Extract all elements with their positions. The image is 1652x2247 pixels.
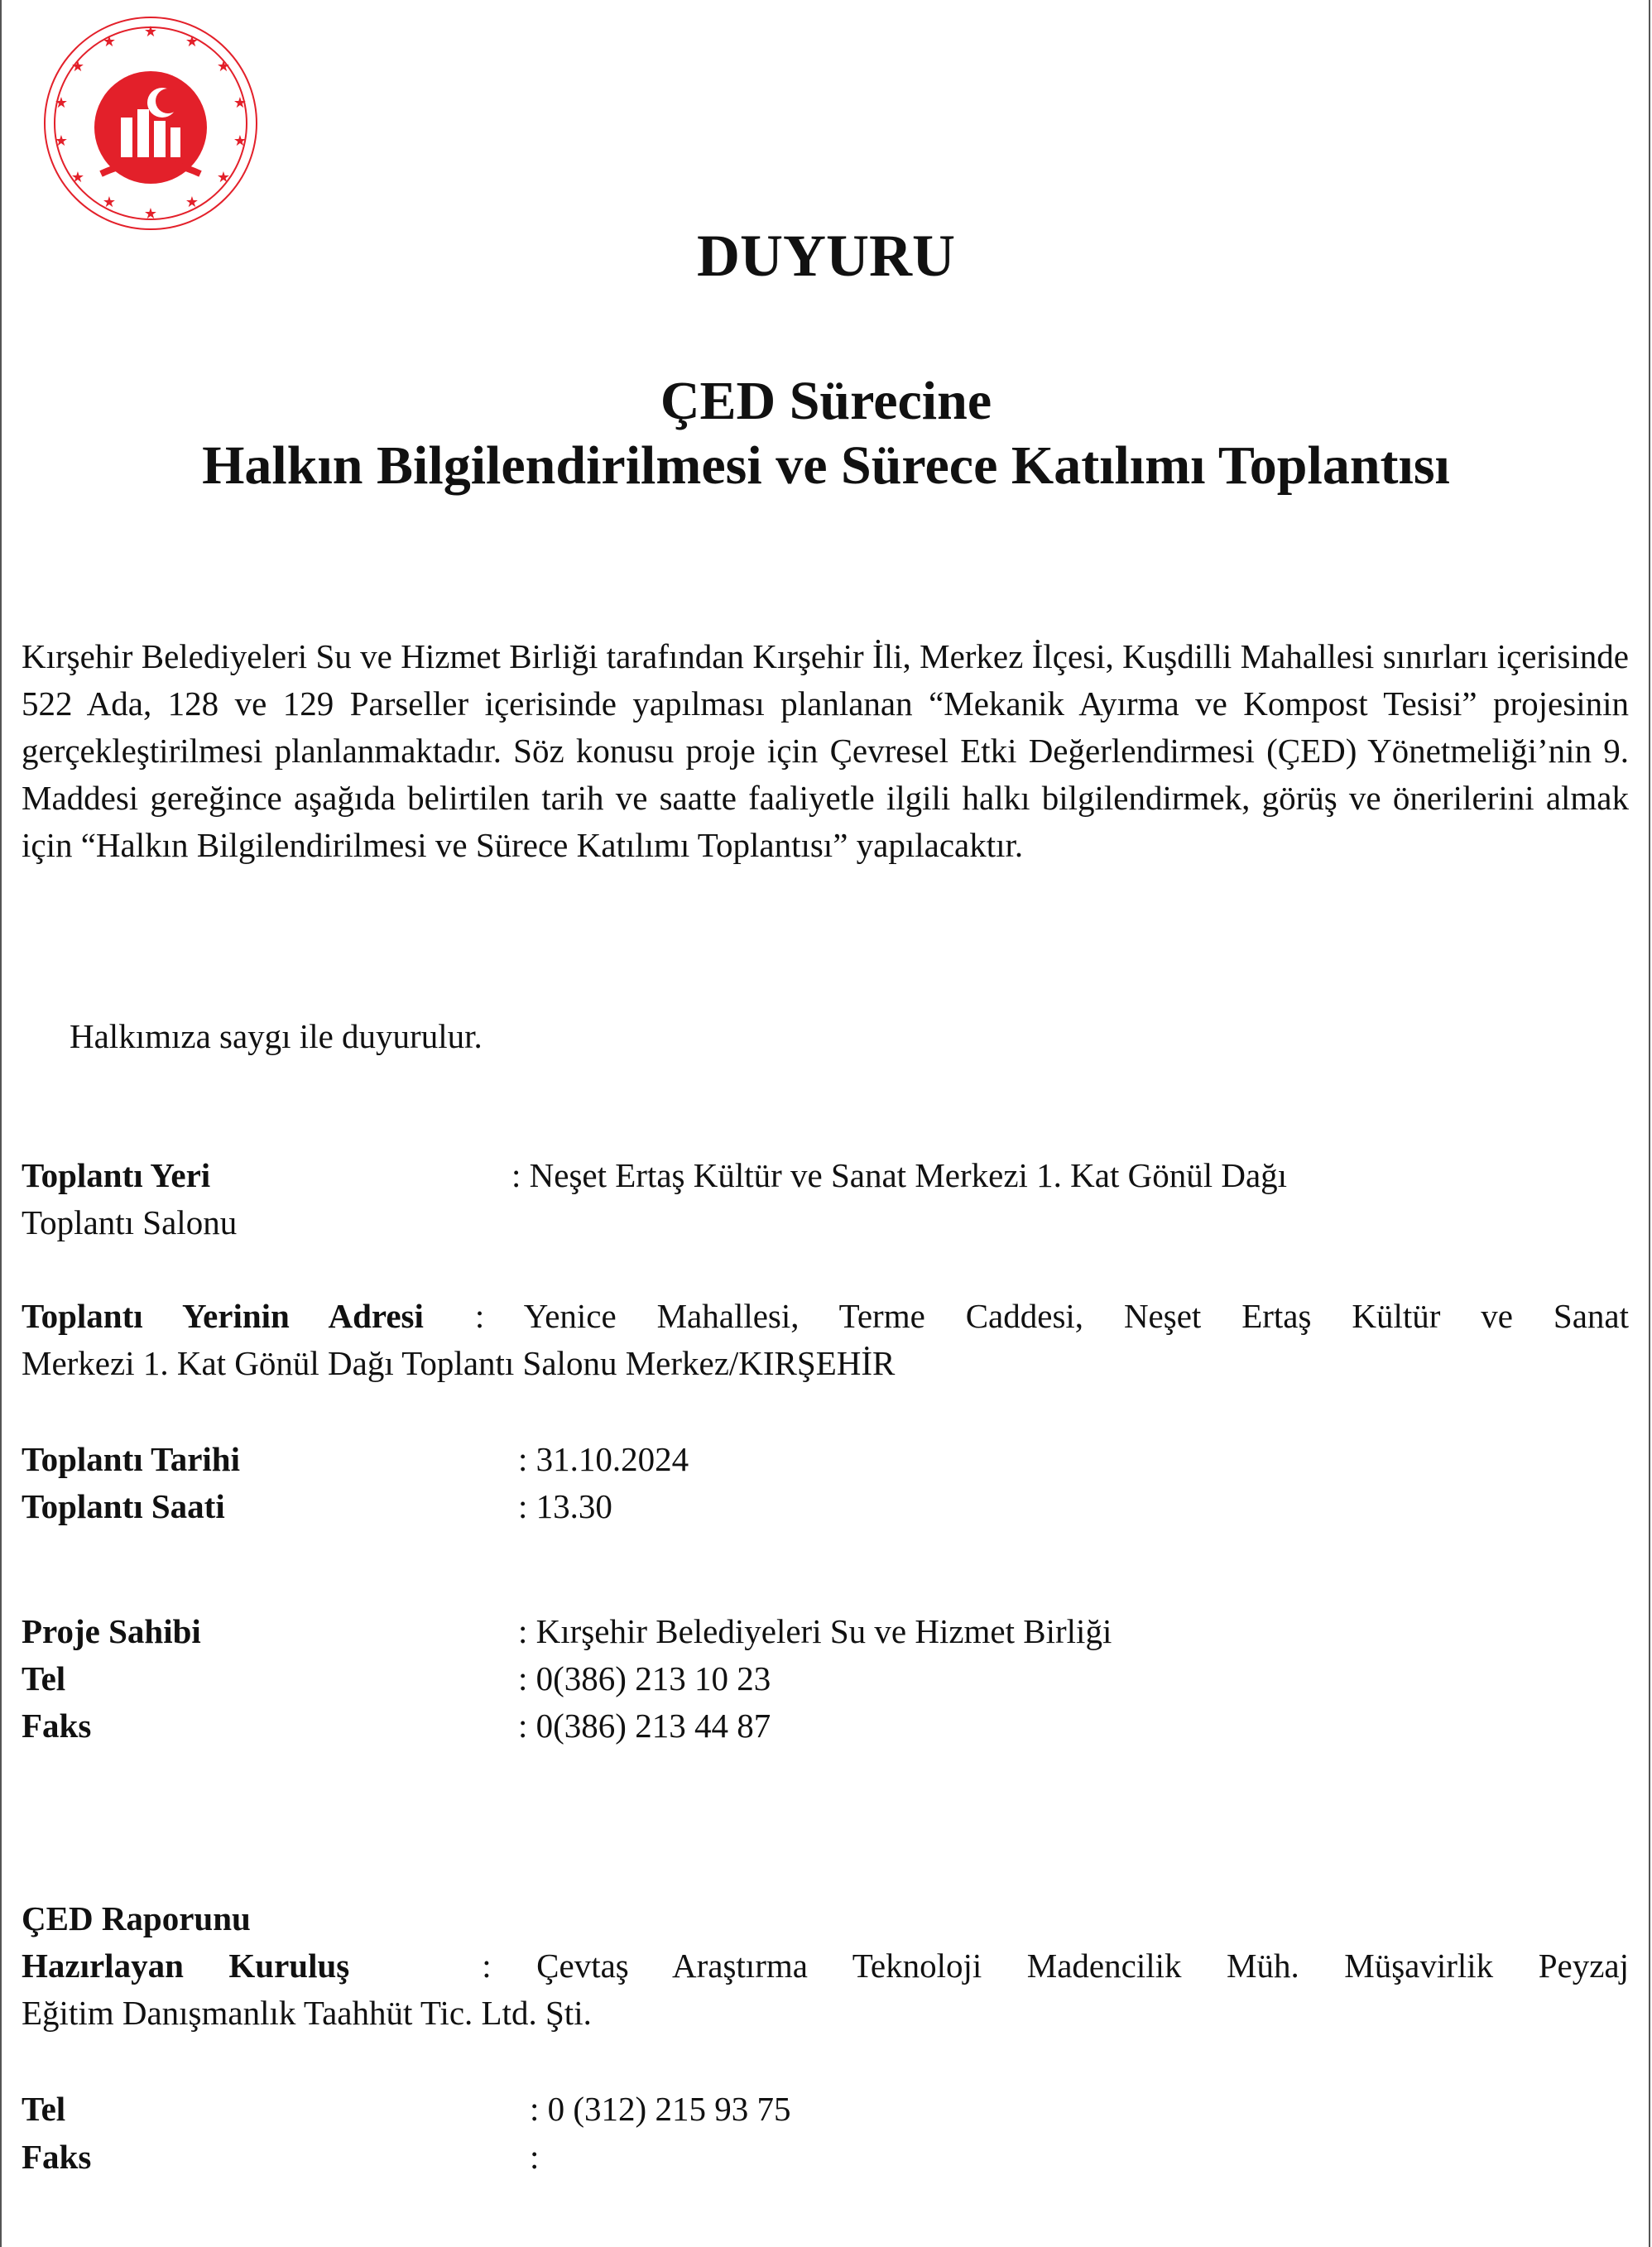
preparer-value-cont: Eğitim Danışmanlık Taahhüt Tic. Ltd. Şti. [22, 1994, 592, 2032]
svg-text:★: ★ [185, 194, 199, 211]
preparer-tel-label: Tel [22, 2090, 66, 2128]
preparer-fax-value: : [530, 2138, 540, 2176]
ministry-emblem-logo [15, 12, 286, 235]
svg-text:★: ★ [185, 33, 199, 50]
meeting-date-label: Toplantı Tarihi [22, 1440, 240, 1478]
meeting-place-label: Toplantı Yeri [22, 1156, 211, 1194]
preparer-tel-value: : 0 (312) 215 93 75 [530, 2090, 791, 2128]
svg-text:★: ★ [102, 33, 117, 50]
svg-text:★: ★ [143, 23, 158, 41]
preparer-line [22, 1942, 1629, 1990]
owner-tel-label: Tel [22, 1659, 66, 1697]
announcement-body: Kırşehir Belediyeleri Su ve Hizmet Birliği tarafından Kırşehir İli, Merkez İlçesi, Kuşdilli Mahallesi sınırları içerisinde 522 Ada, 128 ve 129 Parseller içerisinde yapılması planlanan “Mekanik Ayırma ve Kompost Tesisi” projesinin gerçekleştirilmesi planlanmaktadır. Söz konusu proje için Çevresel Etki Değerlendirmesi (ÇED) Yönetmeliği’nin 9. Maddesi gereğince aşağıda belirtilen tarih ve saatte faaliyetle ilgili halkı bilgilendirmek, görüş ve önerilerini almak için “Halkın Bilgilendirilmesi ve Sürece Katılımı Toplantısı” yapılacaktır. [22, 637, 1629, 864]
preparer-label-line-2: Hazırlayan Kuruluş [22, 1947, 350, 1985]
meeting-datetime [22, 1436, 1629, 1535]
svg-text:★: ★ [54, 94, 69, 112]
preparer-value: : Çevtaş Araştırma Teknoloji Madencilik Müh. Müşavirlik Peyzaj [482, 1947, 1629, 1985]
subtitle-line-1: ÇED Sürecine [660, 371, 992, 431]
project-owner-label: Proje Sahibi [22, 1612, 201, 1650]
meeting-place-value-cont: Toplantı Salonu [22, 1203, 238, 1241]
announcement-subtitle [0, 369, 1652, 498]
svg-text:★: ★ [54, 132, 69, 150]
owner-tel-value: : 0(386) 213 10 23 [518, 1659, 771, 1697]
meeting-address-line-2: Merkezi 1. Kat Gönül Dağı Toplantı Salonu Merkez/KIRŞEHİR [22, 1344, 896, 1382]
svg-text:★: ★ [216, 169, 231, 186]
preparer-fax-label: Faks [22, 2138, 92, 2176]
greeting: Halkımıza saygı ile duyurulur. [70, 1017, 483, 1055]
meeting-time-value: : 13.30 [518, 1487, 612, 1525]
meeting-place-value: : Neşet Ertaş Kültür ve Sanat Merkezi 1. Kat Gönül Dağı [511, 1156, 1288, 1194]
meeting-address-row [22, 1293, 1629, 1392]
project-owner-block [22, 1608, 1629, 1757]
preparer-label-line-1: ÇED Raporunu [22, 1899, 251, 1937]
owner-fax-value: : 0(386) 213 44 87 [518, 1707, 771, 1745]
meeting-place-row [22, 1152, 1629, 1251]
report-preparer-block [22, 1895, 1629, 2044]
svg-text:★: ★ [102, 194, 117, 211]
svg-text:★: ★ [216, 58, 231, 75]
meeting-address-line-1: Toplantı Yerinin Adresi : Yenice Mahallesi, Terme Caddesi, Neşet Ertaş Kültür ve Sanat [22, 1297, 1629, 1335]
svg-text:★: ★ [70, 169, 85, 186]
svg-text:★: ★ [233, 94, 247, 112]
svg-text:★: ★ [233, 132, 247, 150]
meeting-time-label: Toplantı Saati [22, 1487, 225, 1525]
meeting-date-value: : 31.10.2024 [518, 1440, 689, 1478]
svg-text:★: ★ [143, 205, 158, 223]
project-owner-value: : Kırşehir Belediyeleri Su ve Hizmet Birliği [518, 1612, 1112, 1650]
subtitle-line-2: Halkın Bilgilendirilmesi ve Sürece Katılımı Toplantısı [202, 435, 1450, 496]
owner-fax-label: Faks [22, 1707, 92, 1745]
preparer-contact-block [22, 2086, 1629, 2185]
announcement-title: DUYURU [697, 223, 955, 289]
svg-text:★: ★ [70, 58, 85, 75]
